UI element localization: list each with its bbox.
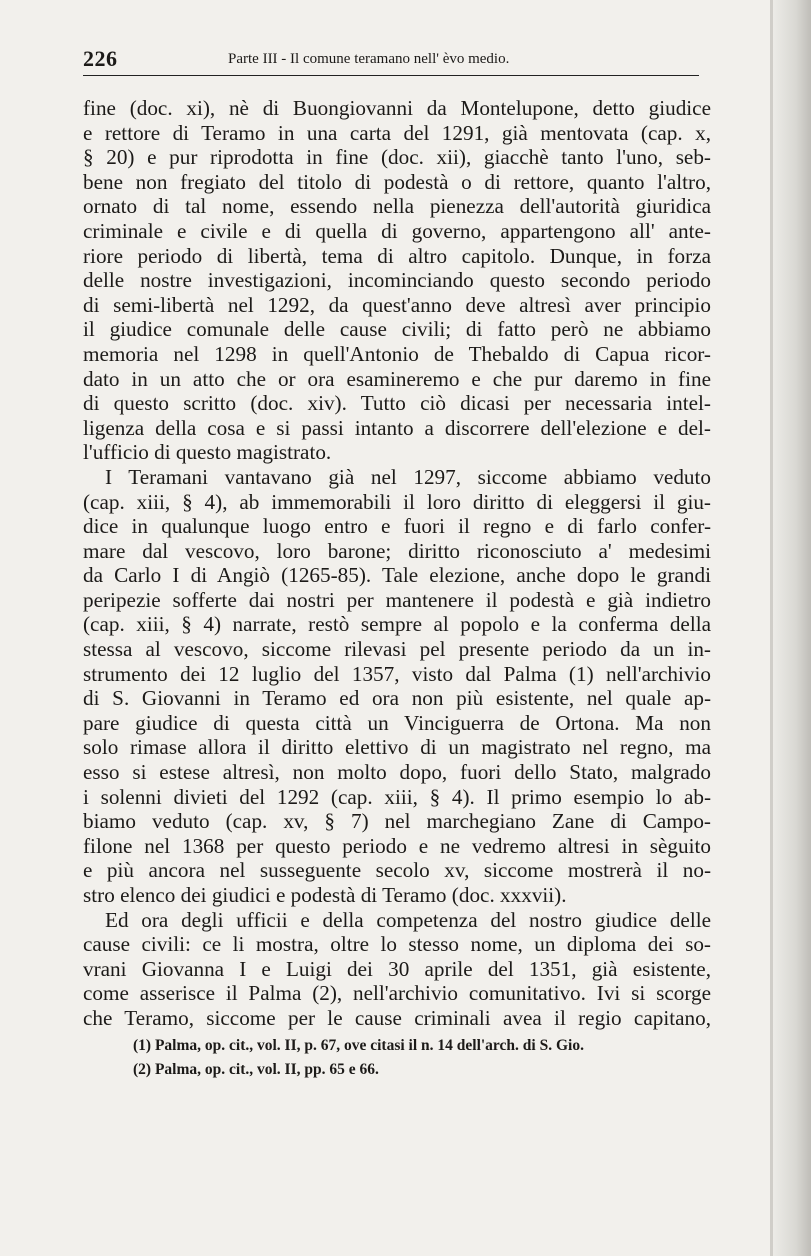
text-line: ligenza della cosa e si passi intanto a discorrere dell'elezione e del- [83, 415, 711, 440]
text-line: da Carlo I di Angiò (1265-85). Tale elezione, anche dopo le grandi [83, 563, 711, 588]
page-header [83, 42, 699, 76]
running-head: Parte III - Il comune teramano nell' èvo medio. [228, 51, 510, 67]
text-line: bene non fregiato del titolo di podestà o di rettore, quanto l'altro, [83, 169, 711, 194]
text-line: stro elenco dei giudici e podestà di Teramo (doc. xxxvii). [83, 883, 567, 907]
text-line: di semi-libertà nel 1292, da quest'anno deve altresì aver principio [83, 292, 711, 317]
text-line: di S. Giovanni in Teramo ed ora non più esistente, nel quale ap- [83, 686, 711, 711]
text-line: § 20) e pur riprodotta in fine (doc. xii), giacchè tanto l'uno, seb- [83, 145, 711, 170]
text-line: il giudice comunale delle cause civili; di fatto però ne abbiamo [83, 317, 711, 342]
header-rule [83, 75, 699, 76]
text-line: di questo scritto (doc. xiv). Tutto ciò dicasi per necessaria intel- [83, 391, 711, 416]
paragraph-first-line: I Teramani vantavano già nel 1297, siccome abbiamo veduto [105, 464, 711, 489]
text-line: come asserisce il Palma (2), nell'archivio comunitativo. Ivi si scorge [83, 981, 711, 1006]
text-line: memoria nel 1298 in quell'Antonio de Thebaldo di Capua ricor- [83, 341, 711, 366]
text-line: i solenni divieti del 1292 (cap. xiii, § 4). Il primo esempio lo ab- [83, 784, 711, 809]
text-line: che Teramo, siccome per le cause criminali avea il regio capitano, [83, 1005, 711, 1030]
text-line: esso si estese altresì, non molto dopo, fuori dello Stato, malgrado [83, 760, 711, 785]
text-line: biamo veduto (cap. xv, § 7) nel marchegiano Zane di Campo- [83, 809, 711, 834]
text-line: pare giudice di questa città un Vinciguerra de Ortona. Ma non [83, 710, 711, 735]
page-number: 226 [83, 46, 118, 71]
body-text [83, 96, 711, 1031]
text-line: fine (doc. xi), nè di Buongiovanni da Montelupone, detto giudice [83, 96, 711, 120]
next-page-edge [773, 0, 811, 1256]
text-line: (cap. xiii, § 4) narrate, restò sempre al popolo e la conferma della [83, 612, 711, 637]
text-line: e rettore di Teramo in una carta del 1291, già mentovata (cap. x, [83, 120, 711, 145]
text-line: riore periodo di libertà, tema di altro capitolo. Dunque, in forza [83, 243, 711, 268]
text-line: delle nostre investigazioni, incominciando questo secondo periodo [83, 268, 711, 293]
text-line: l'ufficio di questo magistrato. [83, 440, 332, 465]
text-line: solo rimase allora il diritto elettivo di un magistrato nel regno, ma [83, 735, 711, 760]
text-line: cause civili: ce li mostra, oltre lo stesso nome, un diploma dei so- [83, 932, 711, 957]
text-line: mare dal vescovo, loro barone; diritto riconosciuto a' medesimi [83, 538, 711, 563]
paragraph-first-line: Ed ora degli ufficii e della competenza del nostro giudice delle [105, 907, 711, 932]
text-line: filone nel 1368 per questo periodo e ne vedremo altresi in sèguito [83, 833, 711, 858]
text-line: dato in un atto che or ora esamineremo e che pur daremo in fine [83, 366, 711, 391]
footnotes [133, 1034, 693, 1082]
text-line: stessa al vescovo, siccome rilevasi pel presente periodo da un in- [83, 637, 711, 662]
text-line: criminale e civile e di quella di governo, appartengono all' ante- [83, 218, 711, 243]
text-line: ornato di tal nome, essendo nella pienezza dell'autorità giuridica [83, 194, 711, 219]
text-line: e più ancora nel susseguente secolo xv, siccome mostrerà il no- [83, 858, 711, 883]
text-line: vrani Giovanna I e Luigi dei 30 aprile del 1351, già esistente, [83, 956, 711, 981]
text-line: (cap. xiii, § 4), ab immemorabili il loro diritto di eleggersi il giu- [83, 489, 711, 514]
footnote-1: (1) Palma, op. cit., vol. II, p. 67, ove citasi il n. 14 dell'arch. di S. Gio. [133, 1037, 584, 1054]
text-line: peripezie sofferte dai nostri per mantenere il podestà e già indietro [83, 587, 711, 612]
text-line: dice in qualunque luogo entro e fuori il regno e di farlo confer- [83, 514, 711, 539]
text-line: strumento dei 12 luglio del 1357, visto dal Palma (1) nell'archivio [83, 661, 711, 686]
footnote-2: (2) Palma, op. cit., vol. II, pp. 65 e 66. [133, 1061, 379, 1078]
